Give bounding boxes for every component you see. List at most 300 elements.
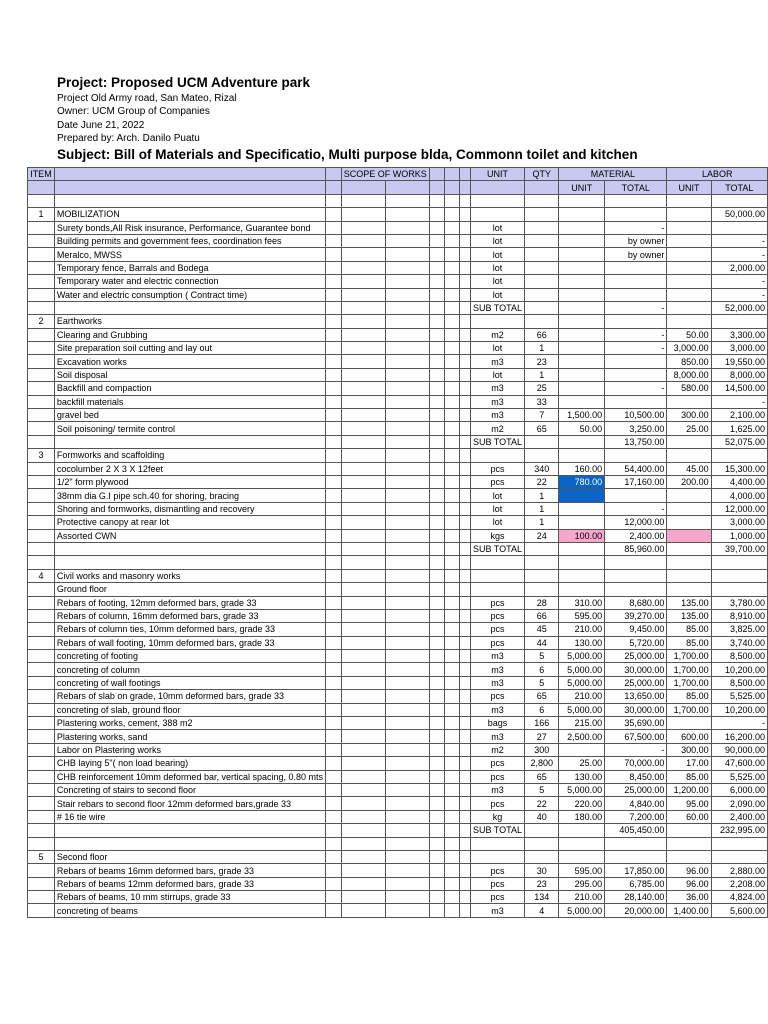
grid-cell — [386, 837, 430, 850]
grid-cell — [429, 850, 444, 863]
header-scope: SCOPE OF WORKS — [341, 168, 429, 181]
unit-cell: m3 — [470, 650, 524, 663]
quantity-cell — [525, 824, 559, 837]
grid-cell — [460, 850, 471, 863]
item-number-cell: 3 — [28, 449, 55, 462]
grid-cell — [444, 368, 459, 381]
material-total-cell: 67,500.00 — [605, 730, 667, 743]
labor-total-cell: 2,090.00 — [711, 797, 767, 810]
table-row — [28, 810, 768, 823]
unit-cell: m3 — [470, 783, 524, 796]
grid-cell — [444, 609, 459, 622]
grid-cell — [341, 529, 386, 542]
labor-unit-cost-cell: 1,700.00 — [667, 703, 711, 716]
material-unit-cost-cell — [559, 583, 605, 596]
grid-cell — [326, 636, 342, 649]
grid-cell — [429, 609, 444, 622]
material-unit-cost-cell — [559, 208, 605, 221]
unit-cell — [470, 194, 524, 207]
table-row — [28, 891, 768, 904]
grid-cell — [429, 234, 444, 247]
table-row — [28, 449, 768, 462]
labor-total-cell: 5,525.00 — [711, 770, 767, 783]
table-row — [28, 301, 768, 314]
grid-cell — [386, 368, 430, 381]
bill-of-materials-table — [27, 167, 768, 918]
item-number-cell — [28, 395, 55, 408]
labor-unit-cost-cell — [667, 275, 711, 288]
item-number-cell — [28, 475, 55, 488]
scope-description-cell: Building permits and government fees, coordination fees — [54, 234, 325, 247]
grid-cell — [460, 743, 471, 756]
quantity-cell: 25 — [525, 382, 559, 395]
table-row — [28, 208, 768, 221]
grid-cell — [444, 743, 459, 756]
material-total-cell: 70,000.00 — [605, 757, 667, 770]
labor-total-cell — [711, 569, 767, 582]
item-number-cell — [28, 502, 55, 515]
grid-cell — [460, 783, 471, 796]
grid-cell — [444, 877, 459, 890]
table-header-row — [28, 168, 768, 181]
material-total-cell: 12,000.00 — [605, 516, 667, 529]
material-unit-cost-cell — [559, 355, 605, 368]
item-number-cell — [28, 824, 55, 837]
material-unit-cost-cell — [559, 502, 605, 515]
labor-unit-cost-cell: 17.00 — [667, 757, 711, 770]
material-unit-cost-cell: 310.00 — [559, 596, 605, 609]
table-row — [28, 342, 768, 355]
grid-cell — [386, 904, 430, 917]
labor-unit-cost-cell — [667, 489, 711, 502]
grid-cell — [341, 877, 386, 890]
labor-unit-cost-cell: 8,000.00 — [667, 368, 711, 381]
quantity-cell — [525, 288, 559, 301]
grid-cell — [460, 234, 471, 247]
grid-cell — [444, 315, 459, 328]
grid-cell — [444, 489, 459, 502]
unit-cell: SUB TOTAL — [470, 435, 524, 448]
item-number-cell — [28, 234, 55, 247]
scope-description-cell — [54, 556, 325, 569]
grid-cell — [444, 770, 459, 783]
material-total-cell — [605, 556, 667, 569]
unit-cell: lot — [470, 368, 524, 381]
quantity-cell: 65 — [525, 690, 559, 703]
grid-cell — [326, 489, 342, 502]
grid-cell — [429, 650, 444, 663]
labor-total-cell: 19,550.00 — [711, 355, 767, 368]
project-location: Project Old Army road, San Mateo, Rizal — [57, 93, 237, 104]
scope-description-cell: concreting of column — [54, 663, 325, 676]
labor-total-cell: 3,000.00 — [711, 342, 767, 355]
unit-cell: lot — [470, 275, 524, 288]
item-number-cell — [28, 757, 55, 770]
grid-cell — [386, 609, 430, 622]
labor-unit-cost-cell: 96.00 — [667, 864, 711, 877]
labor-total-cell: 3,000.00 — [711, 516, 767, 529]
labor-total-cell: 39,700.00 — [711, 542, 767, 555]
table-row — [28, 556, 768, 569]
item-number-cell — [28, 877, 55, 890]
grid-cell — [326, 261, 342, 274]
grid-cell — [326, 730, 342, 743]
labor-total-cell — [711, 583, 767, 596]
scope-description-cell: Site preparation soil cutting and lay out — [54, 342, 325, 355]
material-unit-cost-cell — [559, 569, 605, 582]
item-number-cell — [28, 690, 55, 703]
grid-cell — [341, 703, 386, 716]
grid-cell — [444, 449, 459, 462]
table-row — [28, 636, 768, 649]
item-number-cell — [28, 810, 55, 823]
grid-cell — [326, 623, 342, 636]
unit-cell — [470, 449, 524, 462]
grid-cell — [429, 409, 444, 422]
grid-cell — [444, 208, 459, 221]
table-row — [28, 743, 768, 756]
material-unit-cost-cell: 1,500.00 — [559, 409, 605, 422]
unit-cell: pcs — [470, 596, 524, 609]
grid-cell — [386, 650, 430, 663]
labor-total-cell: 8,500.00 — [711, 650, 767, 663]
scope-description-cell: gravel bed — [54, 409, 325, 422]
scope-description-cell: Plastering works, sand — [54, 730, 325, 743]
grid-cell — [460, 542, 471, 555]
grid-cell — [326, 783, 342, 796]
scope-description-cell — [54, 542, 325, 555]
material-unit-cost-cell: 5,000.00 — [559, 663, 605, 676]
scope-description-cell: Water and electric consumption ( Contract time) — [54, 288, 325, 301]
grid-cell — [460, 636, 471, 649]
item-number-cell — [28, 730, 55, 743]
material-unit-cost-cell — [559, 850, 605, 863]
grid-cell — [460, 824, 471, 837]
table-row — [28, 422, 768, 435]
labor-unit-cost-cell: 300.00 — [667, 409, 711, 422]
scope-description-cell — [54, 837, 325, 850]
grid-cell — [326, 221, 342, 234]
grid-cell — [460, 556, 471, 569]
scope-description-cell: Second floor — [54, 850, 325, 863]
labor-total-cell: - — [711, 717, 767, 730]
scope-description-cell — [54, 194, 325, 207]
grid-cell — [429, 717, 444, 730]
labor-total-cell: 4,824.00 — [711, 891, 767, 904]
grid-cell — [444, 623, 459, 636]
quantity-cell — [525, 194, 559, 207]
grid-cell — [444, 234, 459, 247]
labor-total-cell: 15,300.00 — [711, 462, 767, 475]
grid-cell — [341, 502, 386, 515]
item-number-cell — [28, 583, 55, 596]
labor-unit-cost-cell: 25.00 — [667, 422, 711, 435]
labor-unit-cost-cell: 200.00 — [667, 475, 711, 488]
item-number-cell — [28, 288, 55, 301]
labor-unit-cost-cell — [667, 395, 711, 408]
material-total-cell: 28,140.00 — [605, 891, 667, 904]
material-unit-cost-cell — [559, 275, 605, 288]
item-number-cell — [28, 717, 55, 730]
quantity-cell — [525, 261, 559, 274]
material-total-cell: - — [605, 502, 667, 515]
grid-cell — [341, 583, 386, 596]
material-total-cell: 25,000.00 — [605, 676, 667, 689]
item-number-cell — [28, 194, 55, 207]
header-labor-unit: UNIT — [667, 181, 711, 194]
labor-total-cell: 16,200.00 — [711, 730, 767, 743]
grid-cell — [326, 743, 342, 756]
material-total-cell: 20,000.00 — [605, 904, 667, 917]
labor-total-cell: 12,000.00 — [711, 502, 767, 515]
quantity-cell — [525, 208, 559, 221]
table-row — [28, 529, 768, 542]
grid-cell — [386, 382, 430, 395]
grid-cell — [460, 837, 471, 850]
material-total-cell — [605, 837, 667, 850]
quantity-cell: 1 — [525, 489, 559, 502]
material-unit-cost-cell: 220.00 — [559, 797, 605, 810]
table-row — [28, 261, 768, 274]
labor-total-cell: - — [711, 395, 767, 408]
item-number-cell — [28, 650, 55, 663]
material-unit-cost-cell: 50.00 — [559, 422, 605, 435]
unit-cell: m3 — [470, 730, 524, 743]
labor-total-cell: 2,000.00 — [711, 261, 767, 274]
grid-cell — [444, 569, 459, 582]
unit-cell: m3 — [470, 382, 524, 395]
grid-cell — [341, 328, 386, 341]
quantity-cell: 134 — [525, 891, 559, 904]
grid-cell — [341, 315, 386, 328]
grid-cell — [429, 315, 444, 328]
labor-unit-cost-cell — [667, 315, 711, 328]
unit-cell: kg — [470, 810, 524, 823]
material-total-cell — [605, 449, 667, 462]
grid-cell — [460, 475, 471, 488]
grid-cell — [429, 730, 444, 743]
item-number-cell — [28, 783, 55, 796]
grid-cell — [429, 301, 444, 314]
grid-cell — [429, 328, 444, 341]
labor-unit-cost-cell — [667, 516, 711, 529]
grid-cell — [429, 636, 444, 649]
labor-total-cell — [711, 449, 767, 462]
item-number-cell — [28, 516, 55, 529]
scope-description-cell: Rebars of footing, 12mm deformed bars, grade 33 — [54, 596, 325, 609]
grid-cell — [429, 221, 444, 234]
grid-cell — [429, 837, 444, 850]
grid-cell — [326, 449, 342, 462]
grid-cell — [460, 261, 471, 274]
unit-cell: lot — [470, 502, 524, 515]
material-total-cell: 4,840.00 — [605, 797, 667, 810]
grid-cell — [429, 904, 444, 917]
material-unit-cost-cell — [559, 368, 605, 381]
table-row — [28, 676, 768, 689]
table-row — [28, 382, 768, 395]
material-unit-cost-cell: 100.00 — [559, 529, 605, 542]
grid-cell — [444, 435, 459, 448]
unit-cell: SUB TOTAL — [470, 824, 524, 837]
grid-cell — [341, 462, 386, 475]
document-header — [57, 74, 757, 163]
scope-description-cell: Temporary fence, Barrals and Bodega — [54, 261, 325, 274]
grid-cell — [444, 703, 459, 716]
grid-cell — [429, 569, 444, 582]
unit-cell — [470, 208, 524, 221]
grid-cell — [341, 449, 386, 462]
material-unit-cost-cell — [559, 837, 605, 850]
quantity-cell: 7 — [525, 409, 559, 422]
material-total-cell — [605, 850, 667, 863]
material-total-cell: 30,000.00 — [605, 703, 667, 716]
grid-cell — [429, 676, 444, 689]
grid-cell — [341, 261, 386, 274]
material-total-cell: by owner — [605, 248, 667, 261]
grid-cell — [386, 355, 430, 368]
grid-cell — [341, 355, 386, 368]
material-unit-cost-cell: 210.00 — [559, 891, 605, 904]
labor-unit-cost-cell: 580.00 — [667, 382, 711, 395]
labor-unit-cost-cell: 36.00 — [667, 891, 711, 904]
scope-description-cell: Rebars of beams 12mm deformed bars, grade 33 — [54, 877, 325, 890]
grid-cell — [386, 288, 430, 301]
grid-cell — [386, 516, 430, 529]
grid-cell — [429, 690, 444, 703]
quantity-cell: 22 — [525, 475, 559, 488]
grid-cell — [460, 502, 471, 515]
quantity-cell: 27 — [525, 730, 559, 743]
grid-cell — [326, 395, 342, 408]
grid-cell — [341, 676, 386, 689]
grid-cell — [444, 757, 459, 770]
material-total-cell — [605, 261, 667, 274]
table-row — [28, 435, 768, 448]
labor-total-cell: - — [711, 248, 767, 261]
material-unit-cost-cell: 780.00 — [559, 475, 605, 488]
grid-cell — [386, 810, 430, 823]
quantity-cell: 4 — [525, 904, 559, 917]
labor-unit-cost-cell — [667, 529, 711, 542]
labor-unit-cost-cell — [667, 234, 711, 247]
scope-description-cell: concreting of beams — [54, 904, 325, 917]
grid-cell — [460, 355, 471, 368]
material-total-cell — [605, 489, 667, 502]
table-row — [28, 730, 768, 743]
material-total-cell: 405,450.00 — [605, 824, 667, 837]
labor-unit-cost-cell — [667, 301, 711, 314]
grid-cell — [444, 663, 459, 676]
unit-cell: lot — [470, 288, 524, 301]
grid-cell — [341, 770, 386, 783]
quantity-cell — [525, 850, 559, 863]
item-number-cell — [28, 542, 55, 555]
scope-description-cell: Assorted CWN — [54, 529, 325, 542]
item-number-cell — [28, 556, 55, 569]
grid-cell — [444, 328, 459, 341]
material-total-cell: 30,000.00 — [605, 663, 667, 676]
table-row — [28, 194, 768, 207]
grid-cell — [429, 891, 444, 904]
table-row — [28, 395, 768, 408]
quantity-cell — [525, 583, 559, 596]
grid-cell — [429, 275, 444, 288]
material-total-cell: 9,450.00 — [605, 623, 667, 636]
grid-cell — [341, 663, 386, 676]
scope-description-cell: CHB laying 5"( non load bearing) — [54, 757, 325, 770]
grid-cell — [386, 877, 430, 890]
unit-cell: m3 — [470, 395, 524, 408]
grid-cell — [326, 596, 342, 609]
grid-cell — [429, 516, 444, 529]
grid-cell — [460, 690, 471, 703]
grid-cell — [444, 891, 459, 904]
grid-cell — [460, 730, 471, 743]
scope-description-cell: Formworks and scaffolding — [54, 449, 325, 462]
quantity-cell: 45 — [525, 623, 559, 636]
grid-cell — [444, 261, 459, 274]
material-unit-cost-cell — [559, 382, 605, 395]
item-number-cell — [28, 636, 55, 649]
table-row — [28, 248, 768, 261]
unit-cell: pcs — [470, 757, 524, 770]
grid-cell — [386, 596, 430, 609]
grid-cell — [429, 248, 444, 261]
table-row — [28, 569, 768, 582]
labor-unit-cost-cell — [667, 502, 711, 515]
table-row — [28, 837, 768, 850]
material-unit-cost-cell — [559, 342, 605, 355]
table-row — [28, 797, 768, 810]
unit-cell: pcs — [470, 864, 524, 877]
labor-unit-cost-cell — [667, 208, 711, 221]
grid-cell — [386, 636, 430, 649]
unit-cell: m2 — [470, 422, 524, 435]
grid-cell — [429, 355, 444, 368]
unit-cell — [470, 556, 524, 569]
grid-cell — [386, 395, 430, 408]
material-unit-cost-cell — [559, 248, 605, 261]
scope-description-cell: MOBILIZATION — [54, 208, 325, 221]
labor-total-cell: 4,400.00 — [711, 475, 767, 488]
table-row — [28, 516, 768, 529]
grid-cell — [386, 208, 430, 221]
unit-cell: SUB TOTAL — [470, 301, 524, 314]
material-unit-cost-cell: 180.00 — [559, 810, 605, 823]
labor-total-cell — [711, 315, 767, 328]
grid-cell — [326, 462, 342, 475]
labor-total-cell: 3,300.00 — [711, 328, 767, 341]
scope-description-cell: CHB reinforcement 10mm deformed bar, vertical spacing, 0.80 mts — [54, 770, 325, 783]
labor-unit-cost-cell: 95.00 — [667, 797, 711, 810]
labor-unit-cost-cell: 135.00 — [667, 596, 711, 609]
quantity-cell: 44 — [525, 636, 559, 649]
grid-cell — [429, 422, 444, 435]
scope-description-cell: Surety bonds,All Risk insurance, Performance, Guarantee bond — [54, 221, 325, 234]
grid-cell — [444, 797, 459, 810]
grid-cell — [341, 636, 386, 649]
table-row — [28, 864, 768, 877]
quantity-cell: 166 — [525, 717, 559, 730]
grid-cell — [429, 783, 444, 796]
scope-description-cell: Backfill and compaction — [54, 382, 325, 395]
labor-total-cell: 8,910.00 — [711, 609, 767, 622]
grid-cell — [386, 703, 430, 716]
grid-cell — [444, 382, 459, 395]
scope-description-cell: # 16 tie wire — [54, 810, 325, 823]
material-unit-cost-cell — [559, 221, 605, 234]
